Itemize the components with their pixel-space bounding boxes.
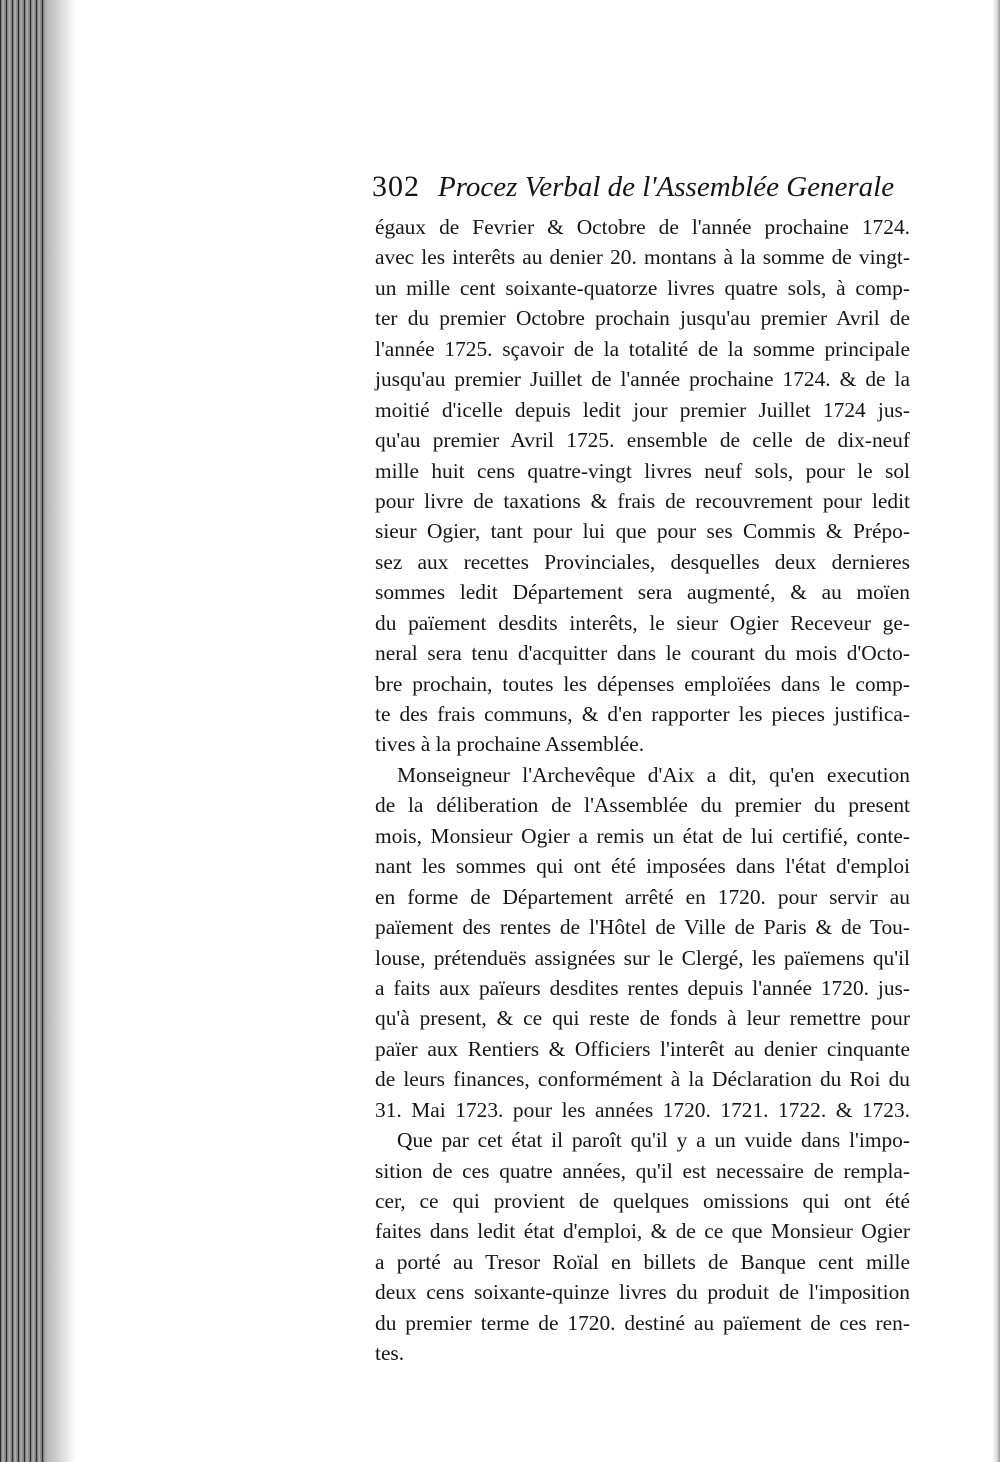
- text-line: l'année 1725. sçavoir de la totalité de la somme principale: [375, 336, 910, 361]
- book-spine-edge: [0, 0, 46, 1462]
- text-line: avec les interêts au denier 20. montans à la somme de vingt-: [375, 245, 910, 270]
- text-line: mois, Monsieur Ogier a remis un état de lui certifié, conte-: [375, 823, 910, 848]
- text-line: de la déliberation de l'Assemblée du premier du present: [375, 793, 910, 818]
- text-line: tives à la prochaine Assemblée.: [375, 732, 645, 757]
- page-number: 302: [372, 170, 420, 203]
- text-line: du païement desdits interêts, le sieur Ogier Receveur ge-: [375, 610, 910, 635]
- text-line: nant les sommes qui ont été imposées dans l'état d'emploi: [375, 854, 910, 879]
- text-line: païement des rentes de l'Hôtel de Ville de Paris & de Tou-: [375, 915, 910, 940]
- text-line: qu'à present, & ce qui reste de fonds à leur remettre pour: [375, 1006, 910, 1031]
- text-line: cer, ce qui provient de quelques omissions qui ont été: [375, 1189, 910, 1213]
- text-line: moitié d'icelle depuis ledit jour premier Juillet 1724 jus-: [375, 397, 910, 422]
- text-line: de leurs finances, conformément à la Déclaration du Roi du: [375, 1067, 910, 1092]
- text-line: un mille cent soixante-quatorze livres quatre sols, à comp-: [375, 275, 910, 300]
- text-line: sommes ledit Département sera augmenté, & au moïen: [375, 580, 910, 605]
- text-line: deux cens soixante-quinze livres du produit de l'imposition: [375, 1280, 910, 1305]
- text-line: neral sera tenu d'acquitter dans le courant du mois d'Octo-: [375, 641, 910, 666]
- gutter-shadow: [46, 0, 76, 1462]
- page-header: [372, 170, 895, 210]
- text-line: ter du premier Octobre prochain jusqu'au premier Avril de: [375, 306, 910, 331]
- text-line: sition de ces quatre années, qu'il est necessaire de rempla-: [375, 1158, 910, 1183]
- text-line: faites dans ledit état d'emploi, & de ce que Monsieur Ogier: [375, 1219, 910, 1244]
- text-line: 31. Mai 1723. pour les années 1720. 1721. 1722. & 1723.: [375, 1097, 910, 1122]
- text-line: Que par cet état il paroît qu'il y a un vuide dans l'impo-: [397, 1128, 910, 1153]
- text-line: a faits aux païeurs desdites rentes depuis l'année 1720. jus-: [375, 975, 910, 1000]
- running-title: Procez Verbal de l'Assemblée Generale: [438, 171, 895, 203]
- text-line: Monseigneur l'Archevêque d'Aix a dit, qu'en execution: [397, 762, 910, 787]
- text-line: bre prochain, toutes les dépenses emploïées dans le comp-: [375, 671, 910, 696]
- page-right-edge: [992, 0, 1000, 1462]
- text-line: pour livre de taxations & frais de recouvrement pour ledit: [375, 488, 910, 513]
- text-line: tes.: [375, 1341, 405, 1366]
- text-line: qu'au premier Avril 1725. ensemble de celle de dix-neuf: [375, 428, 910, 453]
- text-line: te des frais communs, & d'en rapporter les pieces justifica-: [375, 702, 910, 726]
- text-line: égaux de Fevrier & Octobre de l'année prochaine 1724.: [375, 215, 910, 239]
- text-line: du premier terme de 1720. destiné au païement de ces ren-: [375, 1310, 910, 1335]
- text-line: païer aux Rentiers & Officiers l'interêt au denier cinquante: [375, 1036, 910, 1061]
- text-line: en forme de Département arrêté en 1720. pour servir au: [375, 884, 910, 909]
- text-line: louse, prétenduës assignées sur le Clergé, les païemens qu'il: [375, 945, 910, 970]
- text-line: sez aux recettes Provinciales, desquelles deux dernieres: [375, 549, 910, 574]
- text-line: a porté au Tresor Roïal en billets de Banque cent mille: [375, 1249, 910, 1274]
- body-text: [375, 212, 910, 1369]
- text-line: jusqu'au premier Juillet de l'année prochaine 1724. & de la: [375, 367, 910, 392]
- text-line: mille huit cens quatre-vingt livres neuf sols, pour le sol: [375, 458, 910, 483]
- text-line: sieur Ogier, tant pour lui que pour ses Commis & Prépo-: [375, 519, 910, 544]
